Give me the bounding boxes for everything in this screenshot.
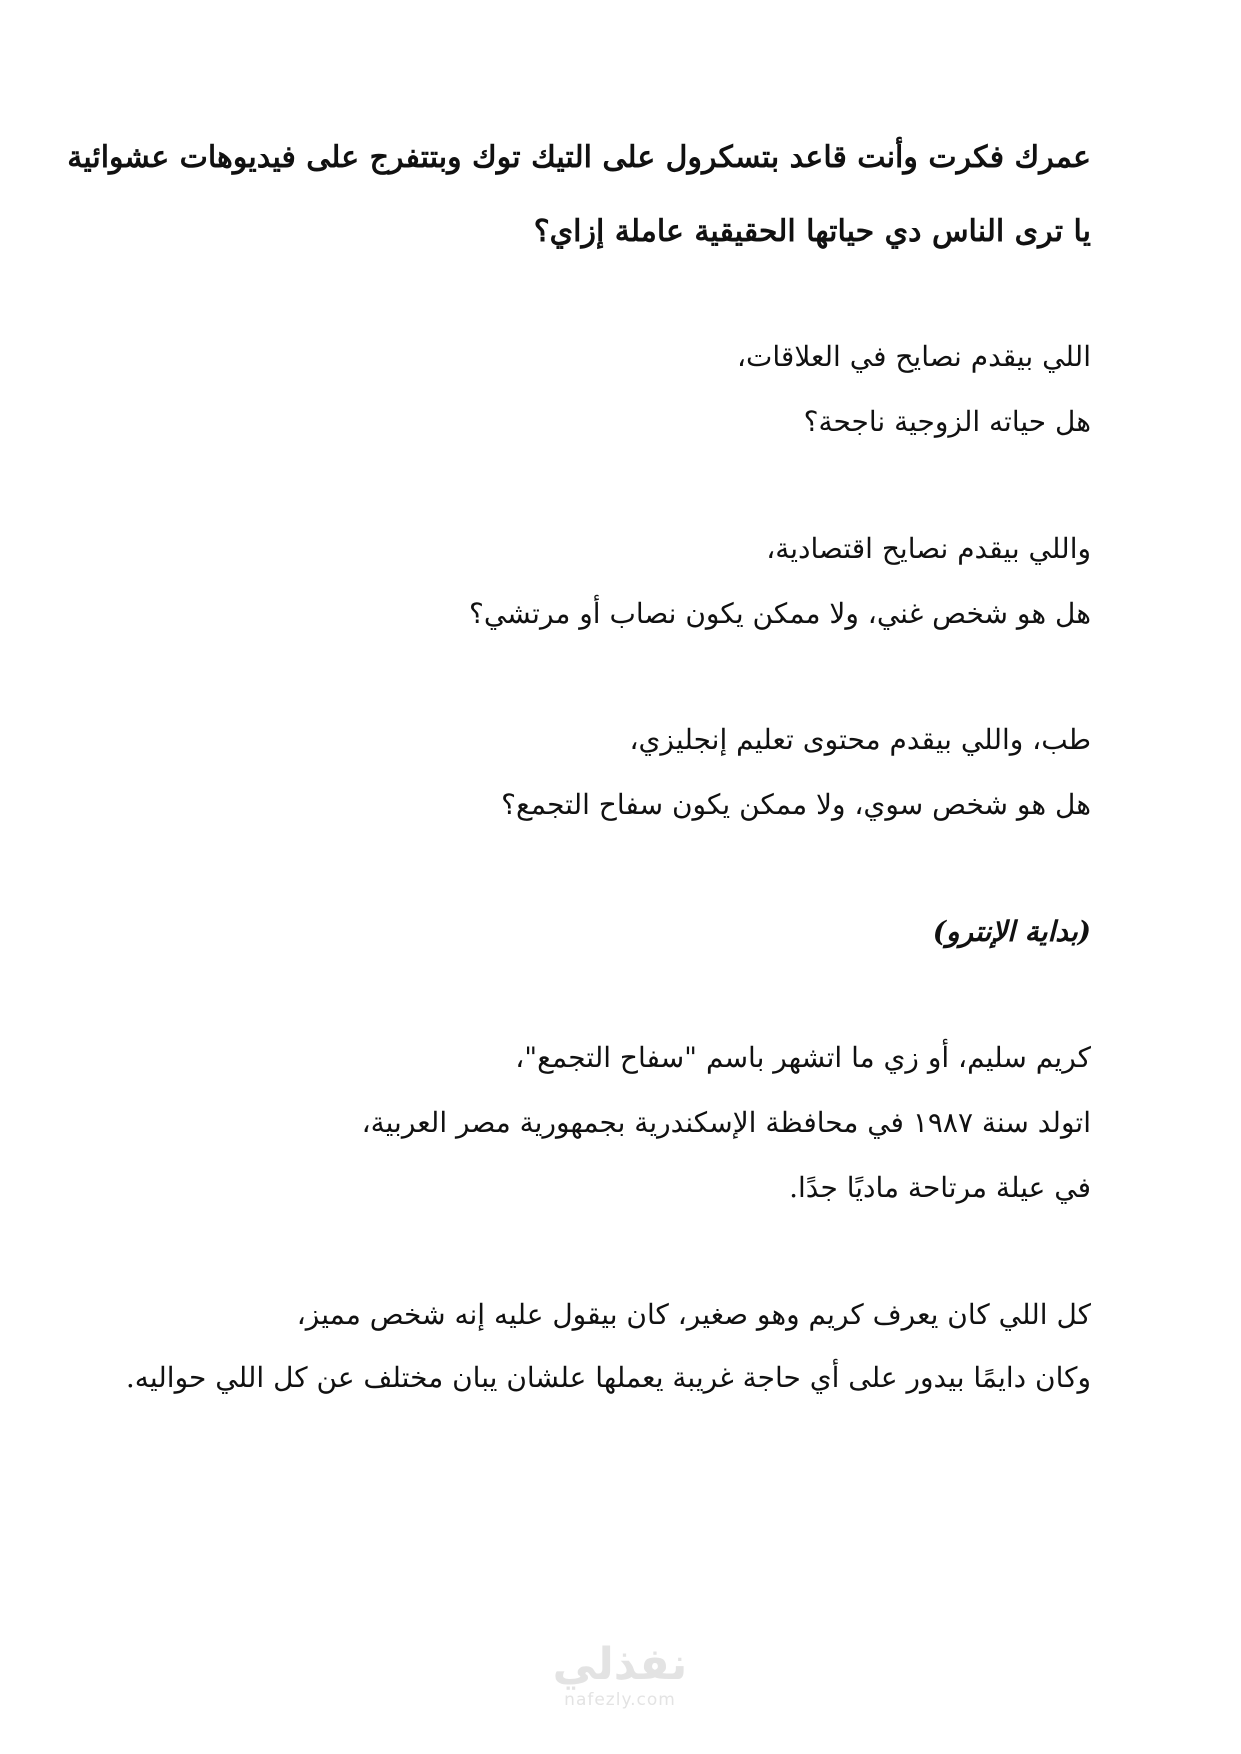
intro-paragraph-2-line-2: وكان دايمًا بيدور على أي حاجة غريبة يعملها علشان يبان مختلف عن كل اللي حواليه.	[125, 1361, 1091, 1394]
intro-paragraph-2-line-1: كل اللي كان يعرف كريم وهو صغير، كان بيقول عليه إنه شخص مميز،	[296, 1298, 1091, 1331]
paragraph-2-line-2: هل هو شخص غني، ولا ممكن يكون نصاب أو مرتشي؟	[468, 597, 1091, 630]
paragraph-1-line-2: هل حياته الزوجية ناجحة؟	[803, 405, 1091, 438]
intro-paragraph-1-line-1: كريم سليم، أو زي ما اتشهر باسم "سفاح التجمع"،	[515, 1041, 1091, 1074]
intro-paragraph-1-line-2: اتولد سنة ١٩٨٧ في محافظة الإسكندرية بجمهورية مصر العربية،	[361, 1106, 1091, 1139]
paragraph-3-line-2: هل هو شخص سوي، ولا ممكن يكون سفاح التجمع؟	[501, 788, 1091, 821]
watermark-logo: نفذلي	[552, 1639, 688, 1690]
paragraph-2-line-1: واللي بيقدم نصايح اقتصادية،	[766, 532, 1091, 565]
watermark-url: nafezly.com	[564, 1690, 676, 1710]
section-marker: (بداية الإنترو)	[932, 915, 1091, 948]
intro-paragraph-1-line-3: في عيلة مرتاحة ماديًا جدًا.	[789, 1171, 1091, 1204]
watermark	[540, 1640, 700, 1710]
heading-line-1: عمرك فكرت وأنت قاعد بتسكرول على التيك توك وبتتفرج على فيديوهات عشوائية	[67, 140, 1091, 175]
heading-line-2: يا ترى الناس دي حياتها الحقيقية عاملة إزاي؟	[533, 214, 1091, 249]
paragraph-1-line-1: اللي بيقدم نصايح في العلاقات،	[737, 340, 1091, 373]
paragraph-3-line-1: طب، واللي بيقدم محتوى تعليم إنجليزي،	[629, 723, 1091, 756]
